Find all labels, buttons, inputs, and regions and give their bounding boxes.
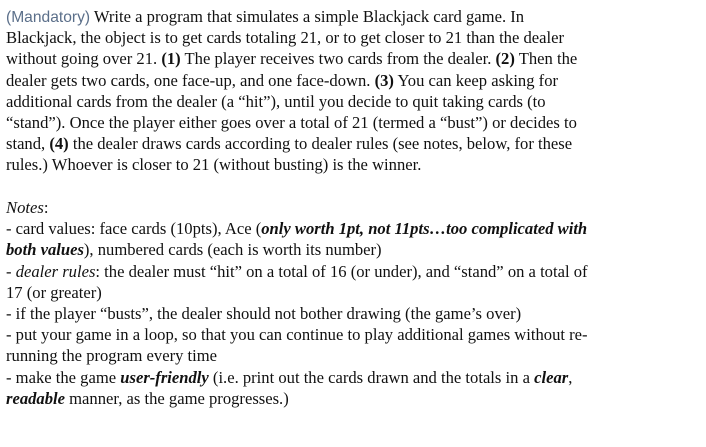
mandatory-tag: (Mandatory) <box>6 9 91 26</box>
note-segment: running the program every time <box>6 346 218 366</box>
note-emphasis: user-friendly <box>120 367 209 387</box>
note-line <box>6 218 702 239</box>
note-segment: manner, as the game progresses.) <box>65 388 289 408</box>
note-emphasis: readable <box>6 388 65 408</box>
intro-segment: stand, <box>6 134 50 154</box>
notes-heading-text: Notes <box>6 198 44 217</box>
intro-segment: the dealer draws cards according to dealer rules (see notes, below, for these <box>68 134 573 154</box>
intro-segment: “stand”). Once the player either goes over a total of 21 (termed a “bust”) or decides to <box>6 112 577 132</box>
notes-section <box>6 197 702 409</box>
note-segment: : the dealer must “hit” on a total of 16 (or under), and “stand” on a total of <box>95 261 588 281</box>
note-segment: - make the game <box>6 367 121 387</box>
intro-segment: without going over 21. <box>6 49 162 69</box>
step-number: (4) <box>49 134 69 154</box>
intro-line <box>6 6 702 27</box>
step-number: (1) <box>161 49 181 69</box>
notes-heading-colon: : <box>43 198 49 217</box>
intro-segment: additional cards from the dealer (a “hit”), until you decide to quit taking cards (to <box>6 91 546 111</box>
intro-line <box>6 154 702 175</box>
assignment-description <box>6 6 702 176</box>
intro-line <box>6 112 702 133</box>
intro-segment: The player receives two cards from the dealer. <box>180 49 496 69</box>
note-line <box>6 324 702 345</box>
note-line <box>6 261 702 282</box>
note-segment: 17 (or greater) <box>6 282 102 302</box>
intro-line <box>6 133 702 154</box>
note-segment: - put your game in a loop, so that you can continue to play additional games without re- <box>6 325 588 345</box>
intro-segment: rules.) Whoever is closer to 21 (without busting) is the winner. <box>6 155 422 175</box>
intro-line <box>6 27 702 48</box>
note-segment: - <box>6 261 16 281</box>
assignment-document <box>6 6 702 409</box>
notes-heading <box>6 197 702 218</box>
step-number: (3) <box>374 70 394 90</box>
note-emphasis: only worth 1pt, not 11pts…too complicated with <box>261 219 588 239</box>
note-italic: dealer rules <box>15 261 96 281</box>
note-emphasis: both values <box>6 240 84 260</box>
intro-segment: Write a program that simulates a simple Blackjack card game. In <box>90 7 525 26</box>
paragraph-gap <box>6 176 702 198</box>
note-segment: - if the player “busts”, the dealer should not bother drawing (the game’s over) <box>6 303 522 323</box>
intro-line <box>6 70 702 91</box>
note-line <box>6 303 702 324</box>
note-line <box>6 239 702 260</box>
intro-segment: You can keep asking for <box>393 70 559 90</box>
intro-segment: Blackjack, the object is to get cards totaling 21, or to get closer to 21 than the dealer <box>6 28 565 48</box>
note-emphasis: clear <box>534 367 569 387</box>
note-segment: (i.e. print out the cards drawn and the totals in a <box>208 367 535 387</box>
intro-line <box>6 48 702 69</box>
step-number: (2) <box>495 49 515 69</box>
note-line <box>6 282 702 303</box>
note-segment: - card values: face cards (10pts), Ace ( <box>6 219 262 239</box>
intro-segment: Then the <box>514 49 578 69</box>
note-segment: , <box>568 367 573 387</box>
note-line <box>6 388 702 409</box>
intro-segment: dealer gets two cards, one face-up, and one face-down. <box>6 70 375 90</box>
note-line <box>6 367 702 388</box>
note-line <box>6 345 702 366</box>
intro-line <box>6 91 702 112</box>
note-segment: ), numbered cards (each is worth its number) <box>83 240 382 260</box>
